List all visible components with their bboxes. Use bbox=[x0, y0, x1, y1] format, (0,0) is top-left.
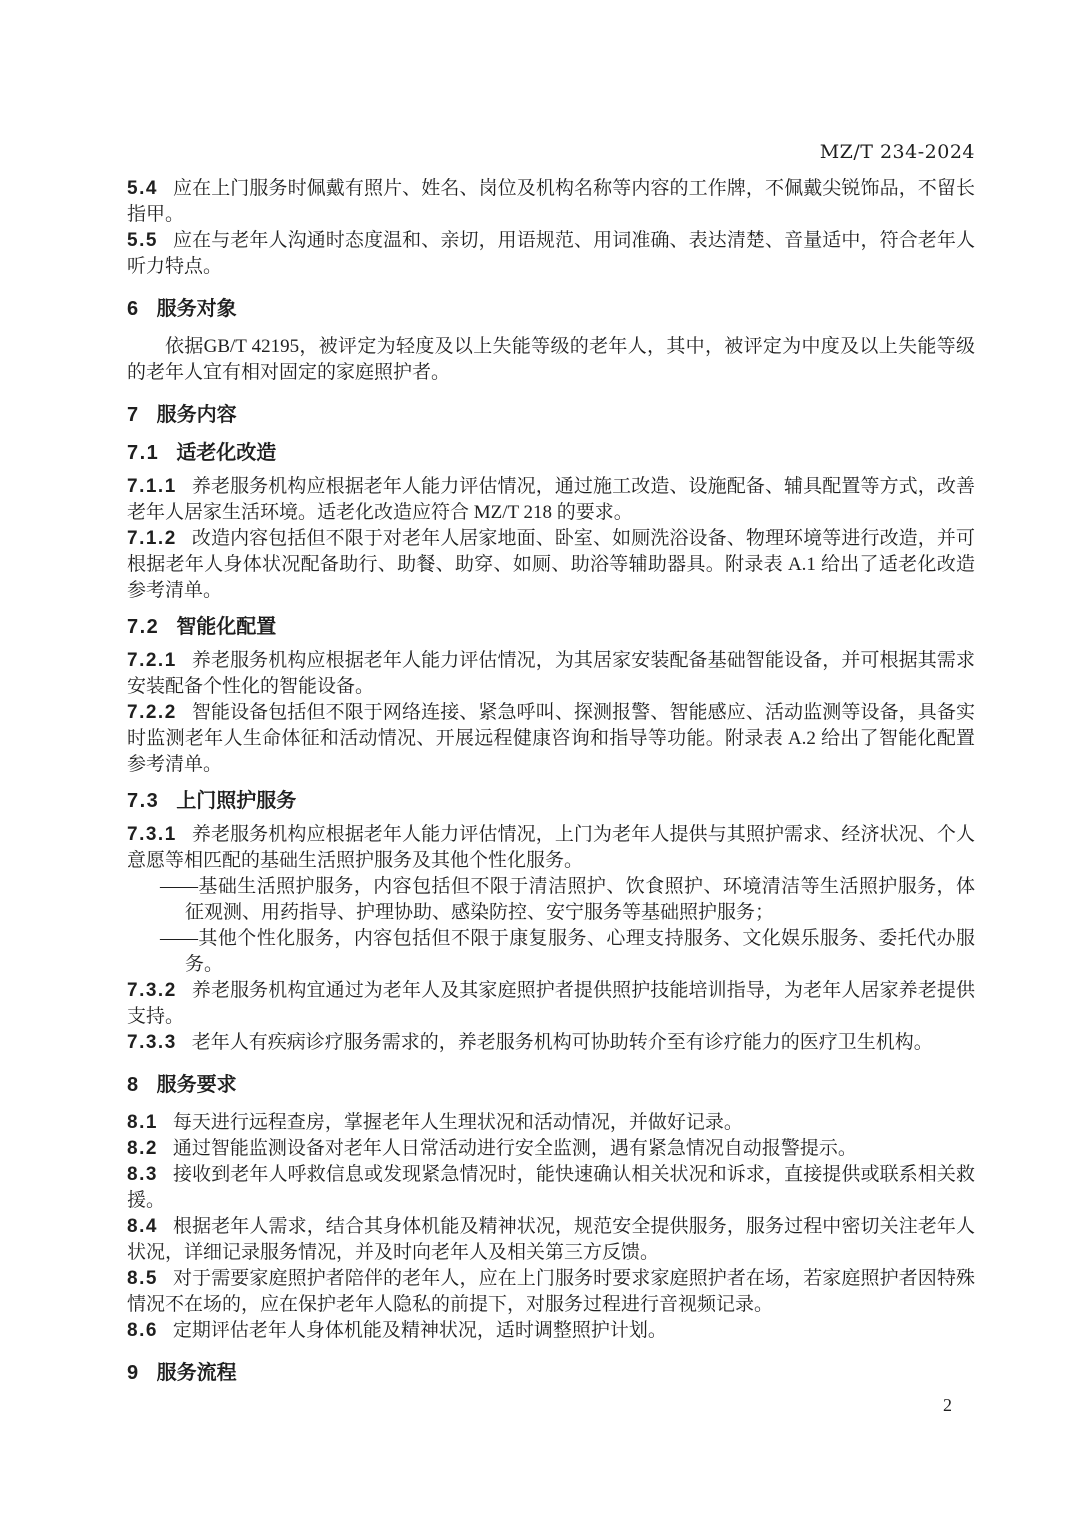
clause-number: 7.2.1 bbox=[127, 650, 177, 671]
section-title: 服务对象 bbox=[156, 298, 237, 320]
clause-text: 养老服务机构宜通过为老年人及其家庭照护者提供照护技能培训指导，为老年人居家养老提供支持。 bbox=[127, 980, 975, 1027]
clause-7-2-2 bbox=[127, 700, 975, 778]
section-7-2-heading bbox=[127, 614, 975, 640]
clause-number: 7.2.2 bbox=[127, 702, 177, 723]
clause-number: 7.1.2 bbox=[127, 528, 177, 549]
clause-number: 5.5 bbox=[127, 230, 158, 251]
section-7-3-heading bbox=[127, 788, 975, 814]
section-number: 7.3 bbox=[127, 790, 160, 812]
clause-5-5 bbox=[127, 228, 975, 280]
page-content bbox=[127, 0, 975, 1398]
clause-7-3-2 bbox=[127, 978, 975, 1030]
standard-code: MZ/T 234-2024 bbox=[819, 141, 975, 163]
clause-8-1 bbox=[127, 1110, 975, 1136]
clause-number: 8.5 bbox=[127, 1268, 158, 1289]
clause-number: 8.2 bbox=[127, 1138, 158, 1159]
clause-text: 养老服务机构应根据老年人能力评估情况，通过施工改造、设施配备、辅具配置等方式，改善老年人居家生活环境。适老化改造应符合 MZ/T 218 的要求。 bbox=[127, 476, 975, 523]
clause-text: 对于需要家庭照护者陪伴的老年人，应在上门服务时要求家庭照护者在场，若家庭照护者因特殊情况不在场的，应在保护老年人隐私的前提下，对服务过程进行音视频记录。 bbox=[127, 1268, 975, 1315]
section-title: 服务内容 bbox=[156, 404, 237, 426]
clause-7-1-2 bbox=[127, 526, 975, 604]
clause-8-2 bbox=[127, 1136, 975, 1162]
clause-8-4 bbox=[127, 1214, 975, 1266]
section-7-1-heading bbox=[127, 440, 975, 466]
clause-number: 8.1 bbox=[127, 1112, 158, 1133]
section-title: 适老化改造 bbox=[176, 442, 277, 464]
clause-number: 8.6 bbox=[127, 1320, 158, 1341]
section-number: 9 bbox=[127, 1362, 140, 1384]
section-number: 6 bbox=[127, 298, 140, 320]
clause-7-3-1 bbox=[127, 822, 975, 874]
clause-8-6 bbox=[127, 1318, 975, 1344]
clause-text: 老年人有疾病诊疗服务需求的，养老服务机构可协助转介至有诊疗能力的医疗卫生机构。 bbox=[191, 1032, 933, 1053]
clause-7-2-1 bbox=[127, 648, 975, 700]
section-9-heading bbox=[127, 1360, 975, 1386]
section-8-heading bbox=[127, 1072, 975, 1098]
section-number: 7 bbox=[127, 404, 140, 426]
clause-7-3-3 bbox=[127, 1030, 975, 1056]
clause-text: 改造内容包括但不限于对老年人居家地面、卧室、如厕洗浴设备、物理环境等进行改造，并可根据老年人身体状况配备助行、助餐、助穿、如厕、助浴等辅助器具。附录表 A.1 给出了适老化改造参考清单。 bbox=[127, 528, 975, 601]
dash-list-item: ——其他个性化服务，内容包括但不限于康复服务、心理支持服务、文化娱乐服务、委托代办服务。 bbox=[160, 928, 975, 975]
clause-number: 5.4 bbox=[127, 178, 158, 199]
clause-text: 应在上门服务时佩戴有照片、姓名、岗位及机构名称等内容的工作牌，不佩戴尖锐饰品，不留长指甲。 bbox=[127, 178, 975, 225]
clause-text: 养老服务机构应根据老年人能力评估情况，上门为老年人提供与其照护需求、经济状况、个人意愿等相匹配的基础生活照护服务及其他个性化服务。 bbox=[127, 824, 975, 871]
clause-text: 智能设备包括但不限于网络连接、紧急呼叫、探测报警、智能感应、活动监测等设备，具备实时监测老年人生命体征和活动情况、开展远程健康咨询和指导等功能。附录表 A.2 给出了智能化配置参考清单。 bbox=[127, 702, 975, 775]
clause-text: 应在与老年人沟通时态度温和、亲切，用语规范、用词准确、表达清楚、音量适中，符合老年人听力特点。 bbox=[127, 230, 975, 277]
section-title: 服务要求 bbox=[156, 1074, 237, 1096]
section-title: 服务流程 bbox=[156, 1362, 237, 1384]
dash-list-item: ——基础生活照护服务，内容包括但不限于清洁照护、饮食照护、环境清洁等生活照护服务，体征观测、用药指导、护理协助、感染防控、安宁服务等基础照护服务； bbox=[160, 876, 975, 923]
clause-8-3 bbox=[127, 1162, 975, 1214]
clause-number: 7.3.3 bbox=[127, 1032, 177, 1053]
section-6-heading bbox=[127, 296, 975, 322]
section-7-heading bbox=[127, 402, 975, 428]
clause-number: 7.1.1 bbox=[127, 476, 177, 497]
clause-number: 7.3.1 bbox=[127, 824, 177, 845]
clause-number: 8.4 bbox=[127, 1216, 158, 1237]
section-6-paragraph: 依据GB/T 42195，被评定为轻度及以上失能等级的老年人，其中，被评定为中度及以上失能等级的老年人宜有相对固定的家庭照护者。 bbox=[127, 336, 975, 383]
clause-text: 根据老年人需求，结合其身体机能及精神状况，规范安全提供服务，服务过程中密切关注老年人状况，详细记录服务情况，并及时向老年人及相关第三方反馈。 bbox=[127, 1216, 975, 1263]
page-number: 2 bbox=[943, 1395, 952, 1415]
clause-number: 8.3 bbox=[127, 1164, 158, 1185]
clause-text: 养老服务机构应根据老年人能力评估情况，为其居家安装配备基础智能设备，并可根据其需求安装配备个性化的智能设备。 bbox=[127, 650, 975, 697]
clause-8-5 bbox=[127, 1266, 975, 1318]
section-number: 7.2 bbox=[127, 616, 160, 638]
section-title: 智能化配置 bbox=[176, 616, 277, 638]
clause-text: 通过智能监测设备对老年人日常活动进行安全监测，遇有紧急情况自动报警提示。 bbox=[172, 1138, 857, 1159]
clause-7-1-1 bbox=[127, 474, 975, 526]
section-number: 8 bbox=[127, 1074, 140, 1096]
clause-number: 7.3.2 bbox=[127, 980, 177, 1001]
clause-5-4 bbox=[127, 176, 975, 228]
section-title: 上门照护服务 bbox=[176, 790, 297, 812]
clause-text: 每天进行远程查房，掌握老年人生理状况和活动情况，并做好记录。 bbox=[172, 1112, 743, 1133]
clause-text: 接收到老年人呼救信息或发现紧急情况时，能快速确认相关状况和诉求，直接提供或联系相关救援。 bbox=[127, 1164, 975, 1211]
section-number: 7.1 bbox=[127, 442, 160, 464]
clause-text: 定期评估老年人身体机能及精神状况，适时调整照护计划。 bbox=[172, 1320, 667, 1341]
